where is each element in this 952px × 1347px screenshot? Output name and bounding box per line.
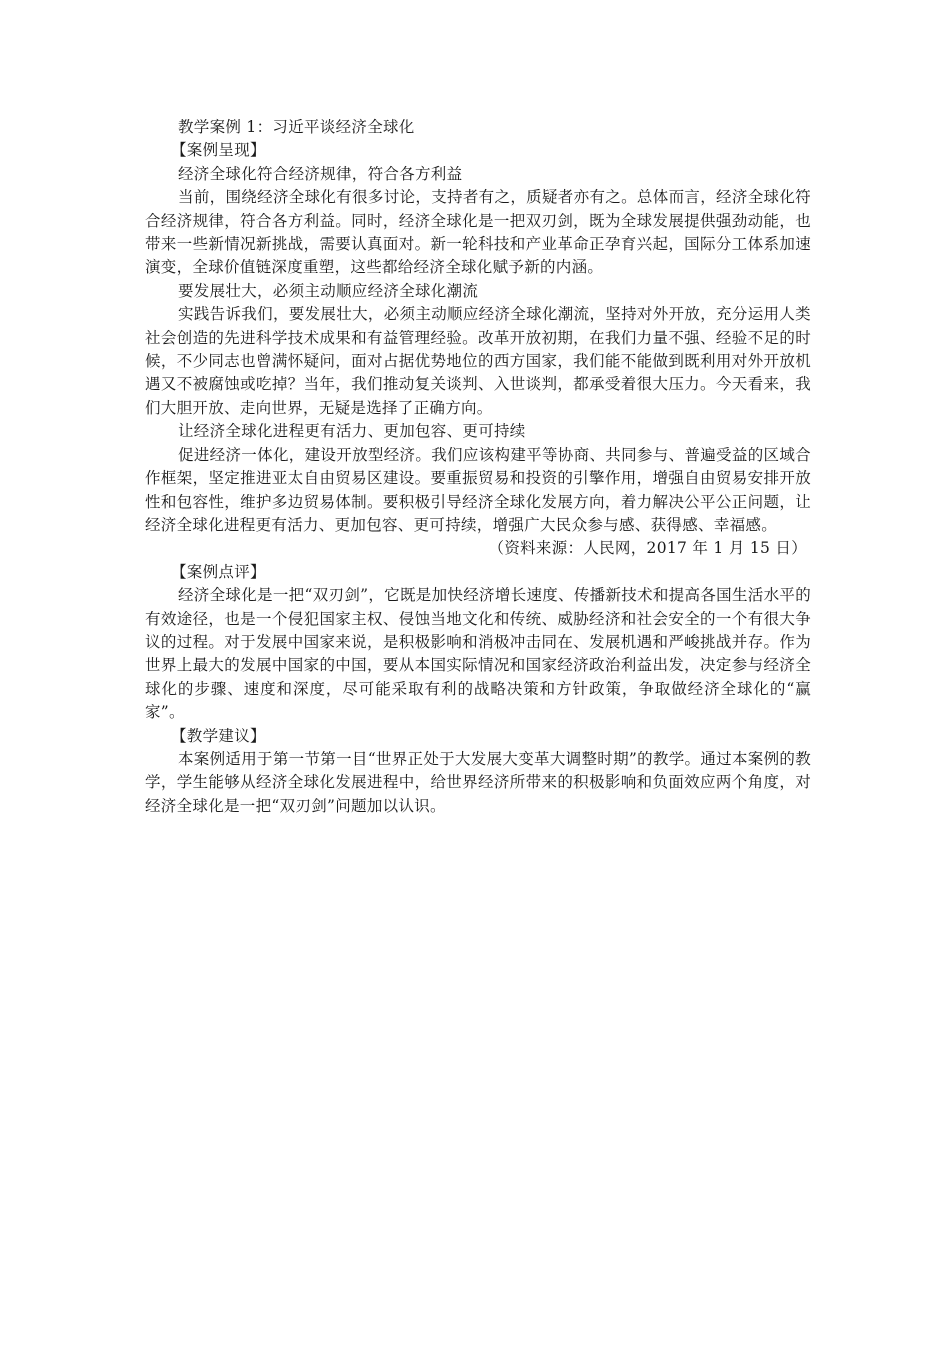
section-presentation-heading: 【案例呈现】 xyxy=(171,141,266,160)
review-paragraph: 经济全球化是一把“双刃剑”，它既是加快经济增长速度、传播新技术和提高各国生活水平的有效途径，也是一个侵犯国家主权、侵蚀当地文化和传统、威胁经济和社会安全的一个有很大争议的过程。对于发展中国家来说，是积极影响和消极冲击同在、发展机遇和严峻挑战并存。作为世界上最大的发展中国家的中国，要从本国实际情况和国家经济政治利益出发，决定参与经济全球化的步骤、速度和深度，尽可能采取有利的战略决策和方针政策，争取做经济全球化的“赢家”。 xyxy=(145,586,811,722)
case-title: 教学案例 1：习近平谈经济全球化 xyxy=(178,118,415,136)
paragraph-3: 促进经济一体化，建设开放型经济。我们应该构建平等协商、共同参与、普遍受益的区域合作框架，坚定推进亚太自由贸易区建设。要重振贸易和投资的引擎作用，增强自由贸易安排开放性和包容性，维护多边贸易体制。要积极引导经济全球化发展方向，着力解决公平公正问题，让经济全球化进程更有活力、更加包容、更可持续，增强广大民众参与感、获得感、幸福感。 xyxy=(145,445,811,534)
paragraph-2: 实践告诉我们，要发展壮大，必须主动顺应经济全球化潮流，坚持对外开放，充分运用人类社会创造的先进科学技术成果和有益管理经验。改革开放初期，在我们力量不强、经验不足的时候，不少同志也曾满怀疑问，面对占据优势地位的西方国家，我们能不能做到既利用对外开放机遇又不被腐蚀或吃掉？当年，我们推动复关谈判、入世谈判，都承受着很大压力。今天看来，我们大胆开放、走向世界，无疑是选择了正确方向。 xyxy=(145,305,811,417)
document-page xyxy=(145,116,811,818)
source-citation: （资料来源：人民网，2017 年 1 月 15 日） xyxy=(488,539,807,558)
subheading-1: 经济全球化符合经济规律，符合各方利益 xyxy=(178,164,463,183)
paragraph-1: 当前，围绕经济全球化有很多讨论，支持者有之，质疑者亦有之。总体而言，经济全球化符合经济规律，符合各方利益。同时，经济全球化是一把双刃剑，既为全球发展提供强劲动能，也带来一些新情况新挑战，需要认真面对。新一轮科技和产业革命正孕育兴起，国际分工体系加速演变，全球价值链深度重塑，这些都给经济全球化赋予新的内涵。 xyxy=(145,188,811,277)
subheading-2: 要发展壮大，必须主动顺应经济全球化潮流 xyxy=(178,281,479,300)
subheading-3: 让经济全球化进程更有活力、更加包容、更可持续 xyxy=(178,422,526,441)
section-suggestion-heading: 【教学建议】 xyxy=(171,726,266,745)
suggestion-paragraph: 本案例适用于第一节第一目“世界正处于大发展大变革大调整时期”的教学。通过本案例的教学，学生能够从经济全球化发展进程中，给世界经济所带来的积极影响和负面效应两个角度，对经济全球化是一把“双刃剑”问题加以认识。 xyxy=(145,749,811,815)
section-review-heading: 【案例点评】 xyxy=(171,562,266,581)
